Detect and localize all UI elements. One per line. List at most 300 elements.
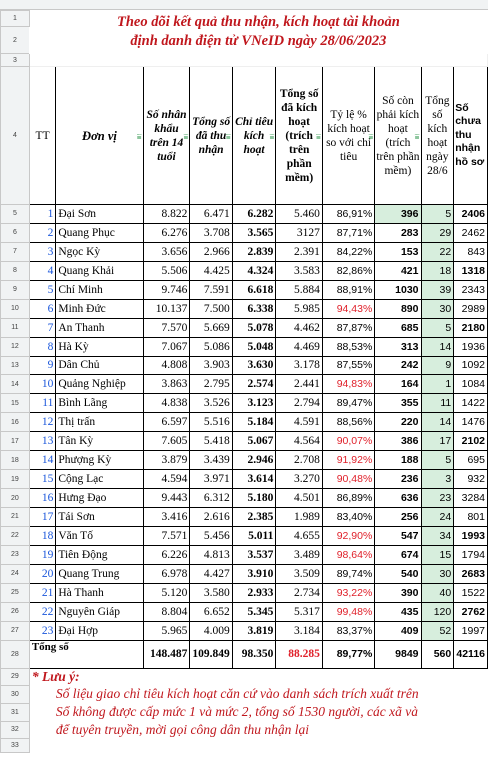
cell-remaining[interactable]: 386: [375, 432, 421, 451]
cell-unit[interactable]: Tiên Động: [56, 545, 143, 564]
table-row: [1, 621, 488, 640]
cell-unit[interactable]: Đại Sơn: [56, 205, 143, 224]
cell-pct[interactable]: 84,22%: [322, 242, 374, 261]
cell-residents[interactable]: 4.838: [143, 394, 190, 413]
cell-pct[interactable]: 83,37%: [322, 621, 374, 640]
header-label: Đơn vị: [82, 128, 117, 143]
cell-activated[interactable]: 3.583: [276, 261, 323, 280]
cell-target[interactable]: 6.282: [232, 205, 276, 224]
total-label[interactable]: Tổng số: [29, 640, 143, 668]
cell-unreceived[interactable]: 2762: [454, 602, 488, 621]
cell-pct[interactable]: 99,48%: [322, 602, 374, 621]
cell-pct[interactable]: 88,53%: [322, 337, 374, 356]
cell-tt[interactable]: 16: [29, 489, 56, 508]
cell-pct[interactable]: 94,83%: [322, 375, 374, 394]
cell-tt[interactable]: 13: [29, 432, 56, 451]
cell-activated[interactable]: 5.884: [276, 280, 323, 299]
cell-pct[interactable]: 88,56%: [322, 413, 374, 432]
cell-unreceived[interactable]: 843: [454, 242, 488, 261]
header-received[interactable]: [190, 67, 232, 205]
cell-residents[interactable]: 9.443: [143, 489, 190, 508]
row-number[interactable]: 5: [1, 205, 30, 224]
cell-pct[interactable]: 90,07%: [322, 432, 374, 451]
cell-pct[interactable]: 98,64%: [322, 545, 374, 564]
cell-pct[interactable]: 86,89%: [322, 489, 374, 508]
cell-today[interactable]: 22: [421, 242, 454, 261]
cell-target[interactable]: 6.338: [232, 299, 276, 318]
row-number[interactable]: 23: [1, 545, 30, 564]
cell-activated[interactable]: 3.489: [276, 545, 323, 564]
row-number[interactable]: 9: [1, 280, 30, 299]
row-number[interactable]: 6: [1, 223, 30, 242]
cell-received[interactable]: 5.456: [190, 526, 232, 545]
cell-unreceived[interactable]: 2683: [454, 564, 488, 583]
cell-remaining[interactable]: 242: [375, 356, 421, 375]
filter-icon[interactable]: ⩸: [414, 131, 420, 141]
cell-tt[interactable]: 11: [29, 394, 56, 413]
cell-remaining[interactable]: 890: [375, 299, 421, 318]
cell-activated[interactable]: 3.184: [276, 621, 323, 640]
cell-unit[interactable]: Quang Phục: [56, 223, 143, 242]
total-received[interactable]: 109.849: [190, 640, 232, 668]
cell-unreceived[interactable]: 1318: [454, 261, 488, 280]
cell-remaining[interactable]: 547: [375, 526, 421, 545]
cell-today[interactable]: 5: [421, 451, 454, 470]
filter-icon[interactable]: ⩸: [136, 131, 142, 141]
row-number[interactable]: 11: [1, 318, 30, 337]
cell-tt[interactable]: 6: [29, 299, 56, 318]
total-activated[interactable]: 88.285: [276, 640, 323, 668]
cell-unit[interactable]: Hà Thanh: [56, 583, 143, 602]
filter-icon[interactable]: ⩸: [269, 131, 275, 141]
cell-received[interactable]: 3.580: [190, 583, 232, 602]
cell-target[interactable]: 5.345: [232, 602, 276, 621]
cell-tt[interactable]: 15: [29, 470, 56, 489]
note-row: [1, 668, 488, 685]
cell-tt[interactable]: 4: [29, 261, 56, 280]
cell-activated[interactable]: 2.794: [276, 394, 323, 413]
cell-remaining[interactable]: 409: [375, 621, 421, 640]
cell-today[interactable]: 5: [421, 205, 454, 224]
cell-residents[interactable]: 7.067: [143, 337, 190, 356]
cell-remaining[interactable]: 421: [375, 261, 421, 280]
cell-activated[interactable]: 3.270: [276, 470, 323, 489]
cell-unit[interactable]: Quang Khải: [56, 261, 143, 280]
cell-target[interactable]: 2.385: [232, 508, 276, 527]
cell-remaining[interactable]: 188: [375, 451, 421, 470]
cell-received[interactable]: 2.795: [190, 375, 232, 394]
cell-pct[interactable]: 82,86%: [322, 261, 374, 280]
cell-activated[interactable]: 2.441: [276, 375, 323, 394]
cell-remaining[interactable]: 540: [375, 564, 421, 583]
cell-residents[interactable]: 6.226: [143, 545, 190, 564]
cell-activated[interactable]: 5.317: [276, 602, 323, 621]
cell-unreceived[interactable]: 1794: [454, 545, 488, 564]
cell-target[interactable]: 6.618: [232, 280, 276, 299]
cell-received[interactable]: 5.086: [190, 337, 232, 356]
cell-received[interactable]: 5.418: [190, 432, 232, 451]
header-pct[interactable]: [322, 67, 374, 205]
cell-activated[interactable]: 1.989: [276, 508, 323, 527]
total-remaining[interactable]: 9849: [375, 640, 421, 668]
cell-unit[interactable]: Hưng Đạo: [56, 489, 143, 508]
cell-unit[interactable]: Dân Chủ: [56, 356, 143, 375]
row-number[interactable]: 24: [1, 564, 30, 583]
cell-target[interactable]: 3.630: [232, 356, 276, 375]
header-activated[interactable]: [276, 67, 323, 205]
cell-remaining[interactable]: 435: [375, 602, 421, 621]
cell-pct[interactable]: 89,74%: [322, 564, 374, 583]
cell-pct[interactable]: 93,22%: [322, 583, 374, 602]
cell-activated[interactable]: 2.708: [276, 451, 323, 470]
row-number[interactable]: 16: [1, 413, 30, 432]
cell-residents[interactable]: 5.120: [143, 583, 190, 602]
cell-unreceived[interactable]: 1476: [454, 413, 488, 432]
filter-icon[interactable]: ⩸: [316, 131, 321, 141]
cell-unit[interactable]: Thị trấn: [56, 413, 143, 432]
cell-unreceived[interactable]: 695: [454, 451, 488, 470]
cell-today[interactable]: 1: [421, 375, 454, 394]
table-row: [1, 205, 488, 224]
cell-today[interactable]: 11: [421, 394, 454, 413]
note-line: Số liệu giao chỉ tiêu kích hoạt căn cứ vào danh sách trích xuất trên: [29, 685, 487, 703]
cell-received[interactable]: 4.425: [190, 261, 232, 280]
cell-target[interactable]: 5.180: [232, 489, 276, 508]
cell-received[interactable]: 6.652: [190, 602, 232, 621]
row-number[interactable]: 14: [1, 375, 30, 394]
cell-unreceived[interactable]: 1422: [454, 394, 488, 413]
header-residents[interactable]: [143, 67, 190, 205]
cell-pct[interactable]: 91,92%: [322, 451, 374, 470]
note-row: [1, 703, 488, 721]
cell-target[interactable]: 5.067: [232, 432, 276, 451]
cell-received[interactable]: 3.708: [190, 223, 232, 242]
cell-unreceived[interactable]: 932: [454, 470, 488, 489]
cell-unit[interactable]: Tân Kỳ: [56, 432, 143, 451]
cell-received[interactable]: 2.616: [190, 508, 232, 527]
cell-today[interactable]: 9: [421, 356, 454, 375]
cell-activated[interactable]: 4.655: [276, 526, 323, 545]
cell-target[interactable]: 5.011: [232, 526, 276, 545]
cell-target[interactable]: 5.048: [232, 337, 276, 356]
cell-tt[interactable]: 10: [29, 375, 56, 394]
cell-residents[interactable]: 5.965: [143, 621, 190, 640]
cell-activated[interactable]: 3127: [276, 223, 323, 242]
row-number[interactable]: 2: [1, 27, 30, 54]
cell-residents[interactable]: 10.137: [143, 299, 190, 318]
cell-target[interactable]: 5.078: [232, 318, 276, 337]
cell-remaining[interactable]: 636: [375, 489, 421, 508]
cell-activated[interactable]: 4.469: [276, 337, 323, 356]
cell-pct[interactable]: 83,40%: [322, 508, 374, 527]
cell-unreceived[interactable]: 2989: [454, 299, 488, 318]
row-number[interactable]: 18: [1, 451, 30, 470]
row-number[interactable]: 4: [1, 67, 30, 205]
cell-unreceived[interactable]: 801: [454, 508, 488, 527]
cell-residents[interactable]: 3.879: [143, 451, 190, 470]
cell-target[interactable]: 3.537: [232, 545, 276, 564]
cell-remaining[interactable]: 256: [375, 508, 421, 527]
cell-target[interactable]: 2.933: [232, 583, 276, 602]
cell-tt[interactable]: 8: [29, 337, 56, 356]
cell-remaining[interactable]: 283: [375, 223, 421, 242]
cell-remaining[interactable]: 674: [375, 545, 421, 564]
row-number[interactable]: 31: [1, 703, 30, 721]
cell-received[interactable]: 6.312: [190, 489, 232, 508]
table-row: [1, 318, 488, 337]
cell-tt[interactable]: 20: [29, 564, 56, 583]
cell-tt[interactable]: 12: [29, 413, 56, 432]
cell-remaining[interactable]: 220: [375, 413, 421, 432]
cell-received[interactable]: 7.591: [190, 280, 232, 299]
row-number[interactable]: 7: [1, 242, 30, 261]
cell-target[interactable]: 2.574: [232, 375, 276, 394]
cell-received[interactable]: 2.966: [190, 242, 232, 261]
cell-remaining[interactable]: 164: [375, 375, 421, 394]
cell-today[interactable]: 30: [421, 564, 454, 583]
cell-unreceived[interactable]: 3284: [454, 489, 488, 508]
cell-today[interactable]: 52: [421, 621, 454, 640]
cell-received[interactable]: 3.439: [190, 451, 232, 470]
cell-target[interactable]: 3.123: [232, 394, 276, 413]
cell-unreceived[interactable]: 2180: [454, 318, 488, 337]
total-today[interactable]: 560: [421, 640, 454, 668]
cell-received[interactable]: 6.471: [190, 205, 232, 224]
cell-received[interactable]: 4.813: [190, 545, 232, 564]
blank-cell[interactable]: [29, 54, 487, 67]
cell-received[interactable]: 7.500: [190, 299, 232, 318]
cell-residents[interactable]: 3.656: [143, 242, 190, 261]
cell-tt[interactable]: 17: [29, 508, 56, 527]
filter-icon[interactable]: ⩸: [225, 131, 231, 141]
cell-unit[interactable]: Phượng Kỳ: [56, 451, 143, 470]
row-number[interactable]: 29: [1, 668, 30, 685]
cell-pct[interactable]: 92,90%: [322, 526, 374, 545]
cell-tt[interactable]: 19: [29, 545, 56, 564]
cell-remaining[interactable]: 355: [375, 394, 421, 413]
cell-unit[interactable]: Ngọc Kỳ: [56, 242, 143, 261]
cell-pct[interactable]: 86,91%: [322, 205, 374, 224]
cell-activated[interactable]: 2.391: [276, 242, 323, 261]
cell-remaining[interactable]: 313: [375, 337, 421, 356]
cell-today[interactable]: 24: [421, 508, 454, 527]
cell-today[interactable]: 15: [421, 545, 454, 564]
header-target[interactable]: [232, 67, 276, 205]
header-unit[interactable]: [56, 67, 143, 205]
cell-pct[interactable]: 88,91%: [322, 280, 374, 299]
cell-unit[interactable]: Hà Kỳ: [56, 337, 143, 356]
cell-unreceived[interactable]: 2343: [454, 280, 488, 299]
row-number[interactable]: 33: [1, 738, 30, 752]
cell-today[interactable]: 18: [421, 261, 454, 280]
cell-remaining[interactable]: 685: [375, 318, 421, 337]
cell-unit[interactable]: Quang Trung: [56, 564, 143, 583]
header-tt[interactable]: [29, 67, 56, 205]
cell-unit[interactable]: Nguyên Giáp: [56, 602, 143, 621]
cell-activated[interactable]: 5.985: [276, 299, 323, 318]
row-number[interactable]: 20: [1, 489, 30, 508]
cell-unreceived[interactable]: 1092: [454, 356, 488, 375]
cell-pct[interactable]: 87,55%: [322, 356, 374, 375]
cell-activated[interactable]: 5.460: [276, 205, 323, 224]
cell-tt[interactable]: 7: [29, 318, 56, 337]
cell-target[interactable]: 3.910: [232, 564, 276, 583]
cell-today[interactable]: 39: [421, 280, 454, 299]
cell-target[interactable]: 2.839: [232, 242, 276, 261]
cell-residents[interactable]: 5.506: [143, 261, 190, 280]
row-number[interactable]: 32: [1, 721, 30, 738]
cell-unit[interactable]: Đại Hợp: [56, 621, 143, 640]
cell-remaining[interactable]: 1030: [375, 280, 421, 299]
cell-target[interactable]: 5.184: [232, 413, 276, 432]
cell-target[interactable]: 4.324: [232, 261, 276, 280]
row-number[interactable]: 13: [1, 356, 30, 375]
cell-pct[interactable]: 87,87%: [322, 318, 374, 337]
cell-received[interactable]: 3.526: [190, 394, 232, 413]
cell-unit[interactable]: Bình Lãng: [56, 394, 143, 413]
row-number[interactable]: 12: [1, 337, 30, 356]
cell-residents[interactable]: 9.746: [143, 280, 190, 299]
cell-today[interactable]: 14: [421, 413, 454, 432]
cell-received[interactable]: 5.669: [190, 318, 232, 337]
cell-tt[interactable]: 9: [29, 356, 56, 375]
cell-tt[interactable]: 5: [29, 280, 56, 299]
row-number[interactable]: 17: [1, 432, 30, 451]
row-number[interactable]: 10: [1, 299, 30, 318]
cell-unreceived[interactable]: 2406: [454, 205, 488, 224]
row-number[interactable]: 15: [1, 394, 30, 413]
cell-received[interactable]: 5.516: [190, 413, 232, 432]
row-number[interactable]: 30: [1, 685, 30, 703]
cell-activated[interactable]: 4.564: [276, 432, 323, 451]
cell-tt[interactable]: 23: [29, 621, 56, 640]
cell-unreceived[interactable]: 1936: [454, 337, 488, 356]
cell-residents[interactable]: 3.863: [143, 375, 190, 394]
cell-today[interactable]: 17: [421, 432, 454, 451]
row-number[interactable]: 22: [1, 526, 30, 545]
total-target[interactable]: 98.350: [232, 640, 276, 668]
cell-today[interactable]: 34: [421, 526, 454, 545]
cell-received[interactable]: 4.427: [190, 564, 232, 583]
total-pct[interactable]: 89,77%: [322, 640, 374, 668]
cell-target[interactable]: 3.565: [232, 223, 276, 242]
cell-tt[interactable]: 22: [29, 602, 56, 621]
cell-unit[interactable]: Cộng Lạc: [56, 470, 143, 489]
cell-remaining[interactable]: 396: [375, 205, 421, 224]
cell-activated[interactable]: 3.509: [276, 564, 323, 583]
cell-activated[interactable]: 4.591: [276, 413, 323, 432]
cell-unreceived[interactable]: 2102: [454, 432, 488, 451]
cell-activated[interactable]: 4.501: [276, 489, 323, 508]
cell-residents[interactable]: 3.416: [143, 508, 190, 527]
cell-remaining[interactable]: 236: [375, 470, 421, 489]
cell-tt[interactable]: 3: [29, 242, 56, 261]
cell-today[interactable]: 14: [421, 337, 454, 356]
cell-residents[interactable]: 4.808: [143, 356, 190, 375]
cell-residents[interactable]: 7.605: [143, 432, 190, 451]
cell-target[interactable]: 3.614: [232, 470, 276, 489]
cell-today[interactable]: 5: [421, 318, 454, 337]
filter-icon[interactable]: ⩸: [368, 131, 374, 141]
cell-unreceived[interactable]: 1084: [454, 375, 488, 394]
cell-pct[interactable]: 87,71%: [322, 223, 374, 242]
header-remaining[interactable]: [375, 67, 421, 205]
header-label: TT: [35, 129, 50, 142]
cell-tt[interactable]: 1: [29, 205, 56, 224]
cell-today[interactable]: 29: [421, 223, 454, 242]
cell-today[interactable]: 40: [421, 583, 454, 602]
cell-today[interactable]: 30: [421, 299, 454, 318]
cell-unreceived[interactable]: 1993: [454, 526, 488, 545]
cell-activated[interactable]: 3.178: [276, 356, 323, 375]
cell-target[interactable]: 3.819: [232, 621, 276, 640]
cell-unit[interactable]: Tái Sơn: [56, 508, 143, 527]
total-unreceived[interactable]: 42116: [454, 640, 488, 668]
row-number[interactable]: 27: [1, 621, 30, 640]
cell-residents[interactable]: 6.978: [143, 564, 190, 583]
cell-residents[interactable]: 4.594: [143, 470, 190, 489]
cell-pct[interactable]: 94,43%: [322, 299, 374, 318]
cell-residents[interactable]: 8.804: [143, 602, 190, 621]
cell-unreceived[interactable]: 2462: [454, 223, 488, 242]
cell-tt[interactable]: 2: [29, 223, 56, 242]
cell-residents[interactable]: 6.597: [143, 413, 190, 432]
row-number[interactable]: 28: [1, 640, 30, 668]
cell-today[interactable]: 120: [421, 602, 454, 621]
cell-unreceived[interactable]: 1997: [454, 621, 488, 640]
cell-unit[interactable]: An Thanh: [56, 318, 143, 337]
cell-remaining[interactable]: 390: [375, 583, 421, 602]
cell-residents[interactable]: 8.822: [143, 205, 190, 224]
cell-unreceived[interactable]: 1522: [454, 583, 488, 602]
row-number[interactable]: 3: [1, 54, 30, 67]
cell-today[interactable]: 3: [421, 470, 454, 489]
cell-tt[interactable]: 18: [29, 526, 56, 545]
row-number[interactable]: 1: [1, 11, 30, 27]
cell-unit[interactable]: Minh Đức: [56, 299, 143, 318]
cell-tt[interactable]: 21: [29, 583, 56, 602]
row-number[interactable]: 26: [1, 602, 30, 621]
table-row: [1, 280, 488, 299]
cell-residents[interactable]: 6.276: [143, 223, 190, 242]
total-residents[interactable]: 148.487: [143, 640, 190, 668]
cell-unit[interactable]: Chí Minh: [56, 280, 143, 299]
cell-tt[interactable]: 14: [29, 451, 56, 470]
header-unreceived[interactable]: [454, 67, 488, 205]
cell-target[interactable]: 2.946: [232, 451, 276, 470]
cell-received[interactable]: 4.009: [190, 621, 232, 640]
filter-icon[interactable]: ⩸: [183, 131, 189, 141]
row-number[interactable]: 19: [1, 470, 30, 489]
cell-activated[interactable]: 4.462: [276, 318, 323, 337]
cell-pct[interactable]: 90,48%: [322, 470, 374, 489]
header-today[interactable]: [421, 67, 454, 205]
total-row: [1, 640, 488, 668]
cell-remaining[interactable]: 153: [375, 242, 421, 261]
cell-unit[interactable]: Văn Tố: [56, 526, 143, 545]
row-number[interactable]: 21: [1, 508, 30, 527]
cell-received[interactable]: 3.903: [190, 356, 232, 375]
row-number[interactable]: 25: [1, 583, 30, 602]
cell-unit[interactable]: Quảng Nghiệp: [56, 375, 143, 394]
cell-pct[interactable]: 89,47%: [322, 394, 374, 413]
cell-received[interactable]: 3.971: [190, 470, 232, 489]
cell-residents[interactable]: 7.570: [143, 318, 190, 337]
cell-today[interactable]: 23: [421, 489, 454, 508]
row-number[interactable]: 8: [1, 261, 30, 280]
cell-activated[interactable]: 2.734: [276, 583, 323, 602]
cell-residents[interactable]: 7.571: [143, 526, 190, 545]
